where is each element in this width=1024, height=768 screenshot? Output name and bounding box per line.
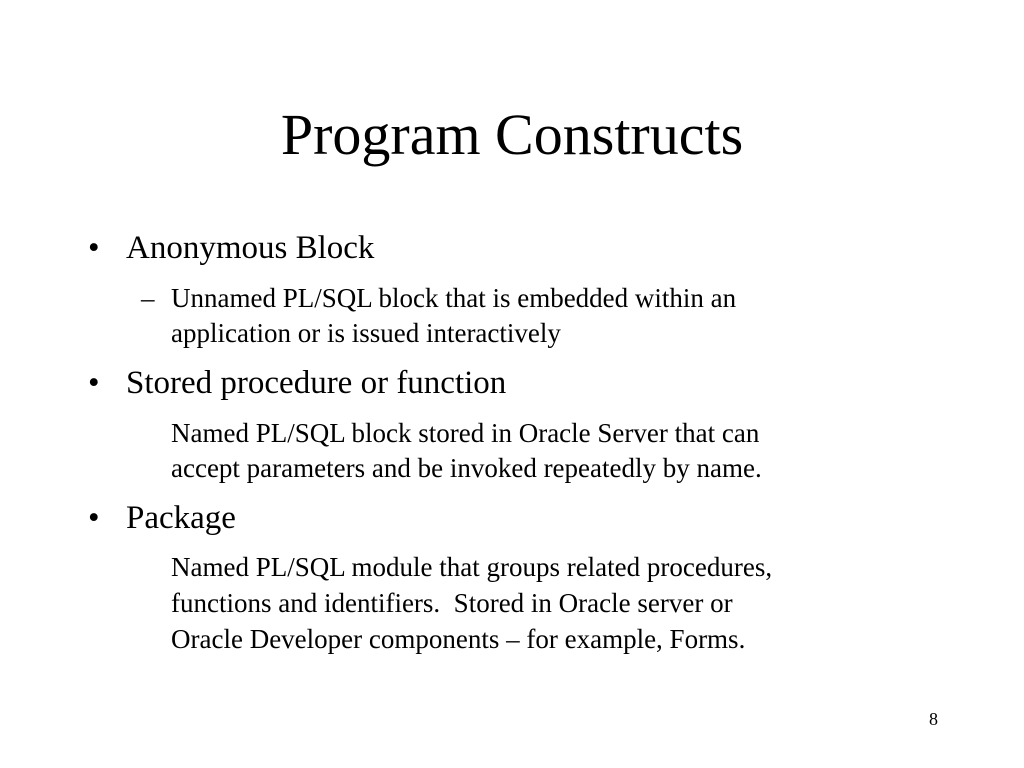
sub-item-line: functions and identifiers. Stored in Oracle server or (171, 588, 733, 618)
slide-title: Program Constructs (280, 102, 744, 167)
page-number: 8 (929, 709, 938, 729)
bullet-item-anonymous-block (88, 228, 374, 268)
sub-item-line: accept parameters and be invoked repeatedly by name. (171, 453, 762, 483)
sub-item-line: Unnamed PL/SQL block that is embedded within an (171, 283, 737, 313)
sub-item-line: Oracle Developer components – for example, Forms. (171, 624, 746, 654)
bullet-label: Package (126, 500, 236, 536)
sub-item-line: application or is issued interactively (171, 318, 561, 348)
bullet-label: Anonymous Block (126, 230, 375, 266)
bullet-label: Stored procedure or function (126, 365, 507, 401)
bullet-item-package (88, 498, 236, 538)
bullet-item-stored-procedure (88, 363, 506, 403)
dash-icon: – (141, 283, 155, 313)
bullet-icon: • (88, 365, 100, 401)
sub-item-line: Named PL/SQL module that groups related procedures, (171, 552, 773, 582)
bullet-icon: • (88, 500, 100, 536)
sub-item-line: Named PL/SQL block stored in Oracle Server that can (171, 418, 760, 448)
bullet-icon: • (88, 230, 100, 266)
